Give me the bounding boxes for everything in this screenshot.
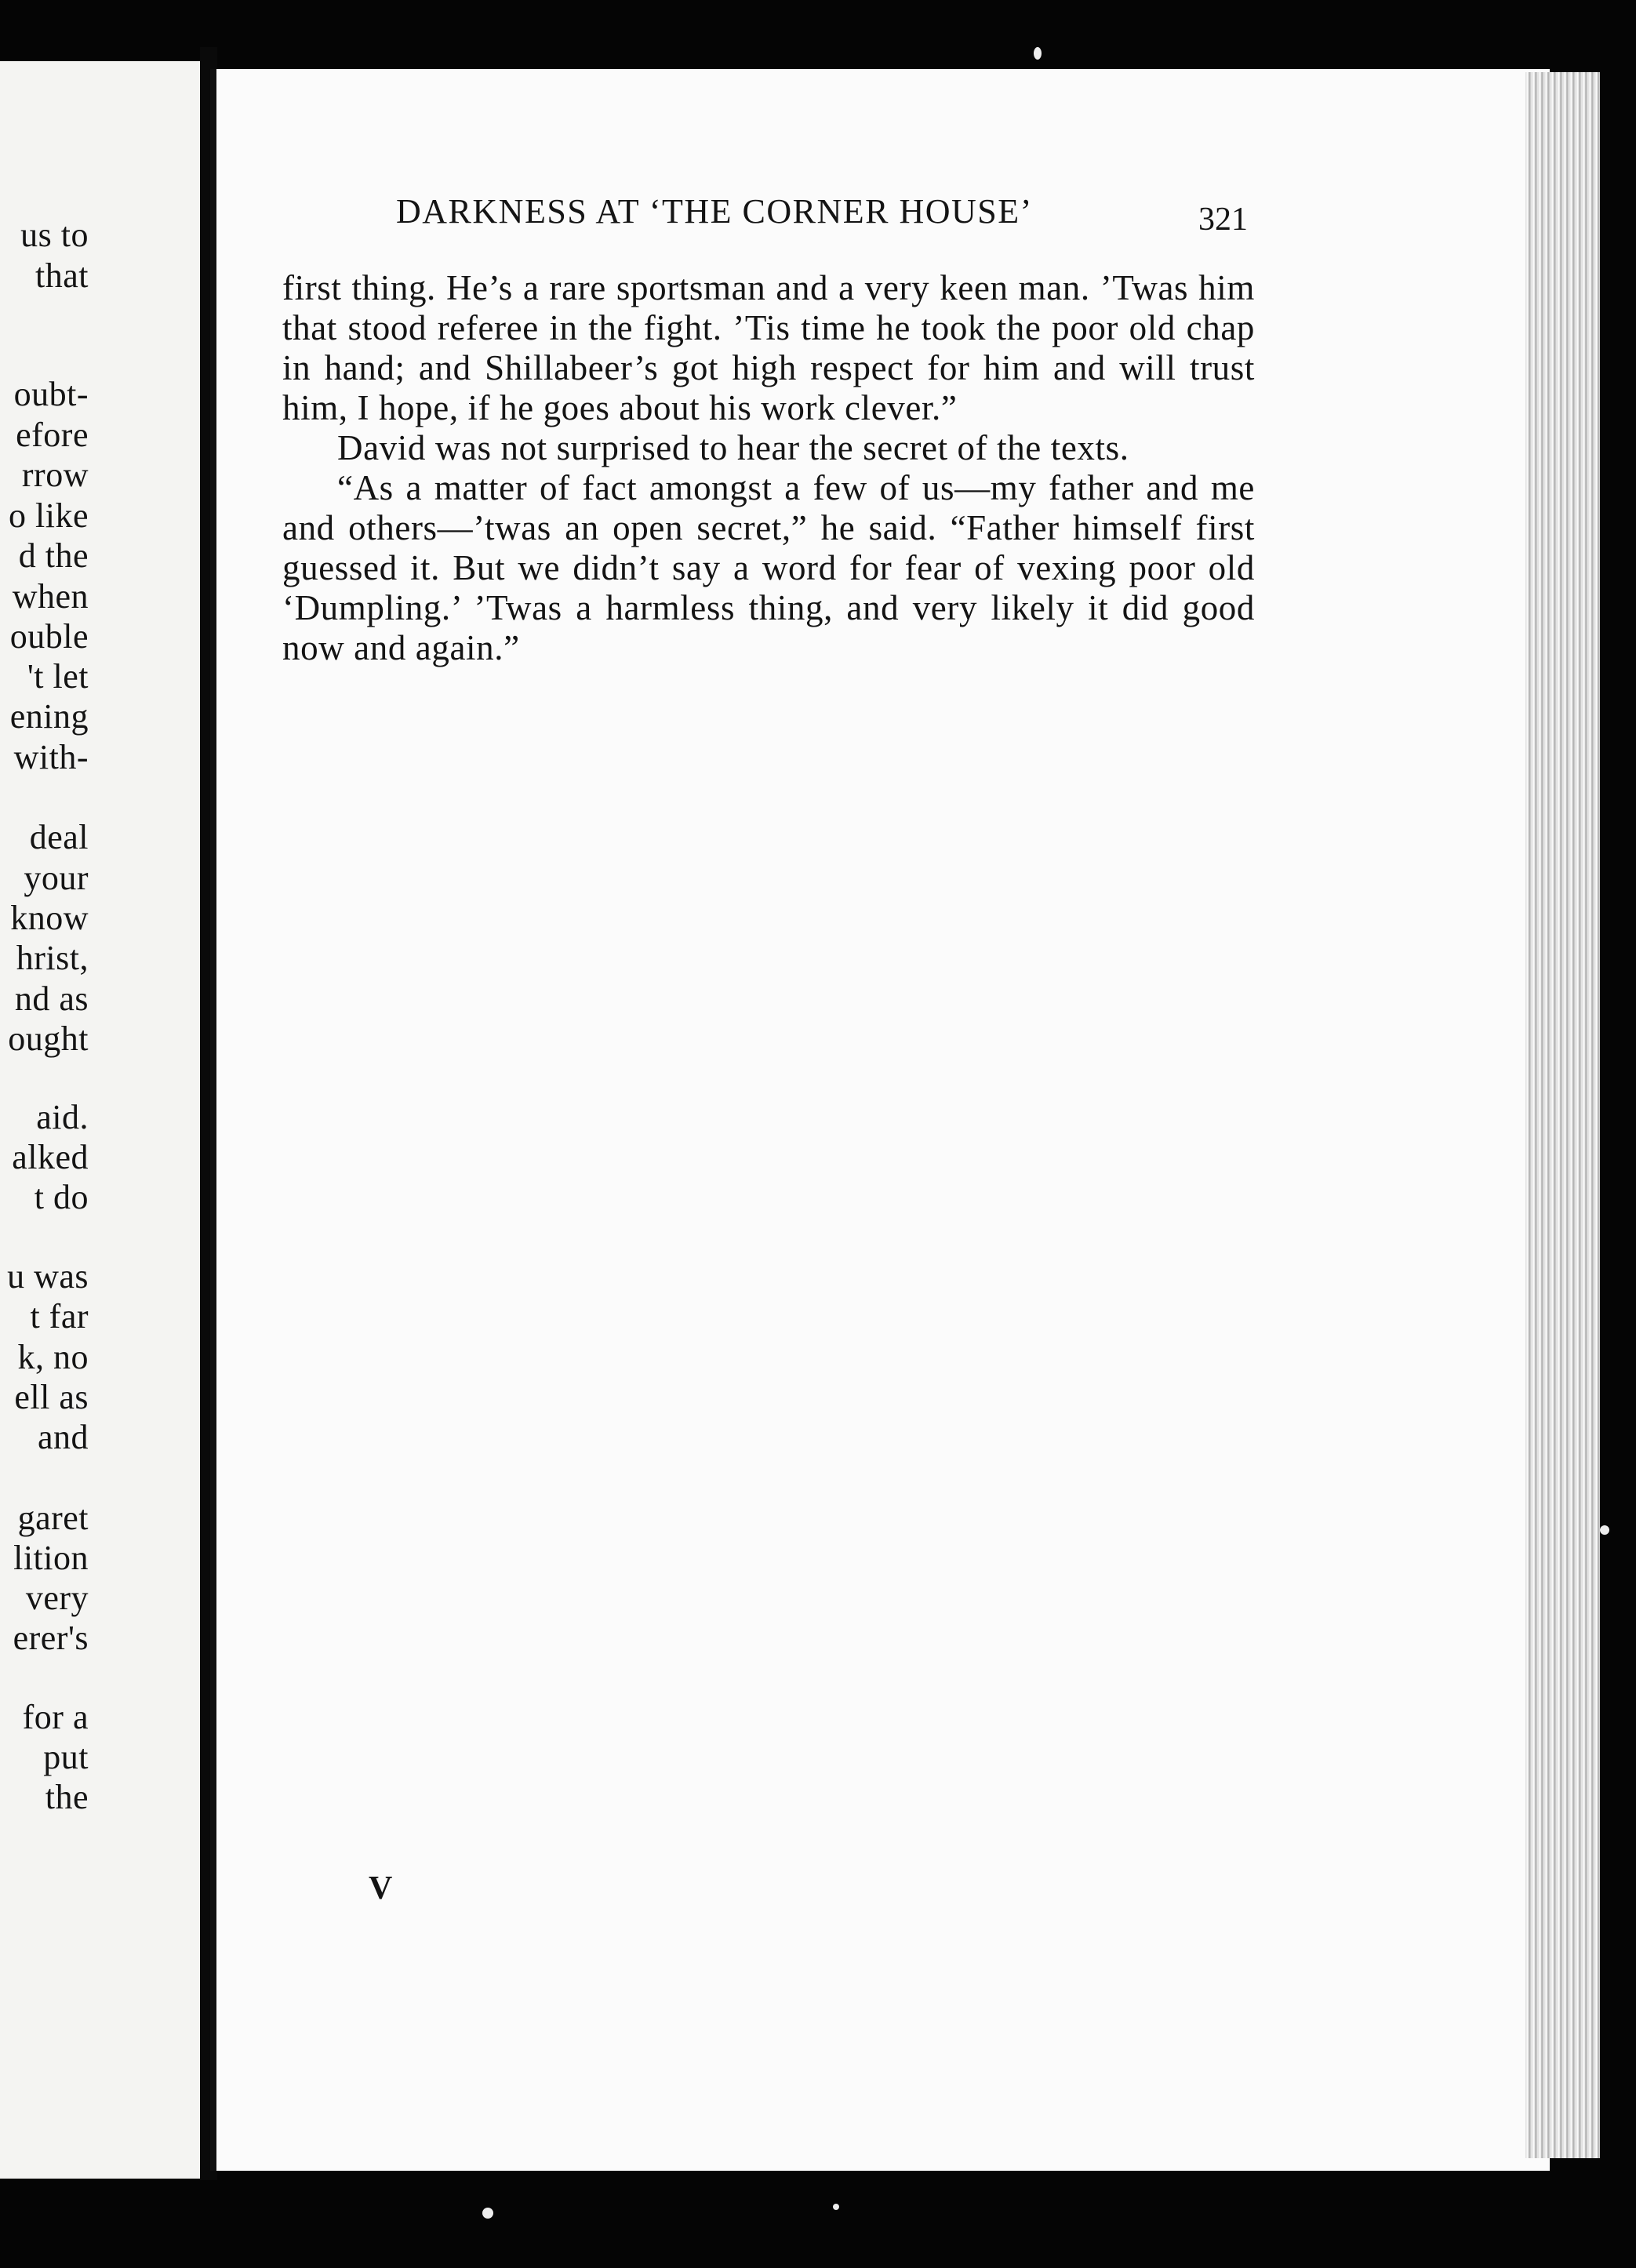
dust-speck — [1600, 1525, 1609, 1535]
running-head: DARKNESS AT ‘THE CORNER HOUSE’ — [396, 192, 1033, 231]
left-page-line: deal — [29, 818, 89, 856]
left-page-line: k, no — [17, 1338, 89, 1376]
left-page-line: u was — [7, 1257, 89, 1296]
left-page-line: with- — [13, 738, 89, 776]
left-page-line: very — [25, 1579, 89, 1617]
paragraph-1: first thing. He’s a rare sportsman and a very keen man. ’Twas him that stood referee in the fight. ’Tis time he took the poor old chap in hand; and Shillabeer’s got high respect for him and will trust him, I hope, if he goes about his work clever.” — [282, 268, 1255, 427]
left-page-line: garet — [17, 1499, 89, 1537]
paragraph-3: “As a matter of fact amongst a few of us—my father and me and others—’twas an open secret,” he said. “Father himself first guessed it. But we didn’t say a word for fear of vexing poor old ‘Dumpling.’ ’Twas a harmless thing, and very likely it did good now and again.” — [282, 468, 1255, 667]
body-text — [282, 268, 1255, 668]
left-page-line: d the — [18, 536, 89, 575]
left-page-line: hrist, — [16, 939, 89, 977]
left-page-line: 't let — [27, 657, 89, 696]
left-page-line: us to — [20, 216, 89, 254]
left-page-line: and — [37, 1418, 89, 1456]
left-page-line: when — [12, 577, 89, 616]
left-page-line: put — [43, 1738, 89, 1776]
left-page-line: t far — [30, 1297, 89, 1336]
left-facing-page — [0, 61, 200, 2179]
dust-speck — [482, 2208, 493, 2219]
left-page-line: your — [24, 859, 89, 897]
left-page-line: efore — [16, 416, 89, 454]
left-page-line: ought — [8, 1020, 89, 1058]
left-page-line: t do — [34, 1178, 89, 1216]
left-page-line: that — [35, 256, 89, 295]
page-number: 321 — [1198, 202, 1248, 238]
left-page-line: for a — [22, 1698, 89, 1736]
dust-speck — [833, 2204, 839, 2210]
left-page-line: alked — [12, 1138, 89, 1176]
left-page-line: nd as — [14, 980, 89, 1018]
left-page-line: erer's — [13, 1619, 89, 1657]
left-page-line: o like — [9, 496, 89, 535]
left-page-line: rrow — [21, 456, 89, 494]
left-page-line: ening — [9, 697, 89, 736]
paragraph-2: David was not surprised to hear the secret of the texts. — [337, 428, 1129, 467]
left-page-line: the — [45, 1778, 89, 1816]
left-page-line: lition — [13, 1539, 89, 1577]
left-page-line: aid. — [36, 1098, 89, 1136]
page-edges — [1525, 72, 1600, 2158]
signature-mark: V — [369, 1870, 393, 1906]
left-page-line: ouble — [9, 617, 89, 656]
dust-speck — [1034, 47, 1042, 60]
left-page-line: ell as — [14, 1378, 89, 1416]
left-page-line: oubt- — [13, 375, 89, 413]
left-page-line: know — [10, 899, 89, 937]
